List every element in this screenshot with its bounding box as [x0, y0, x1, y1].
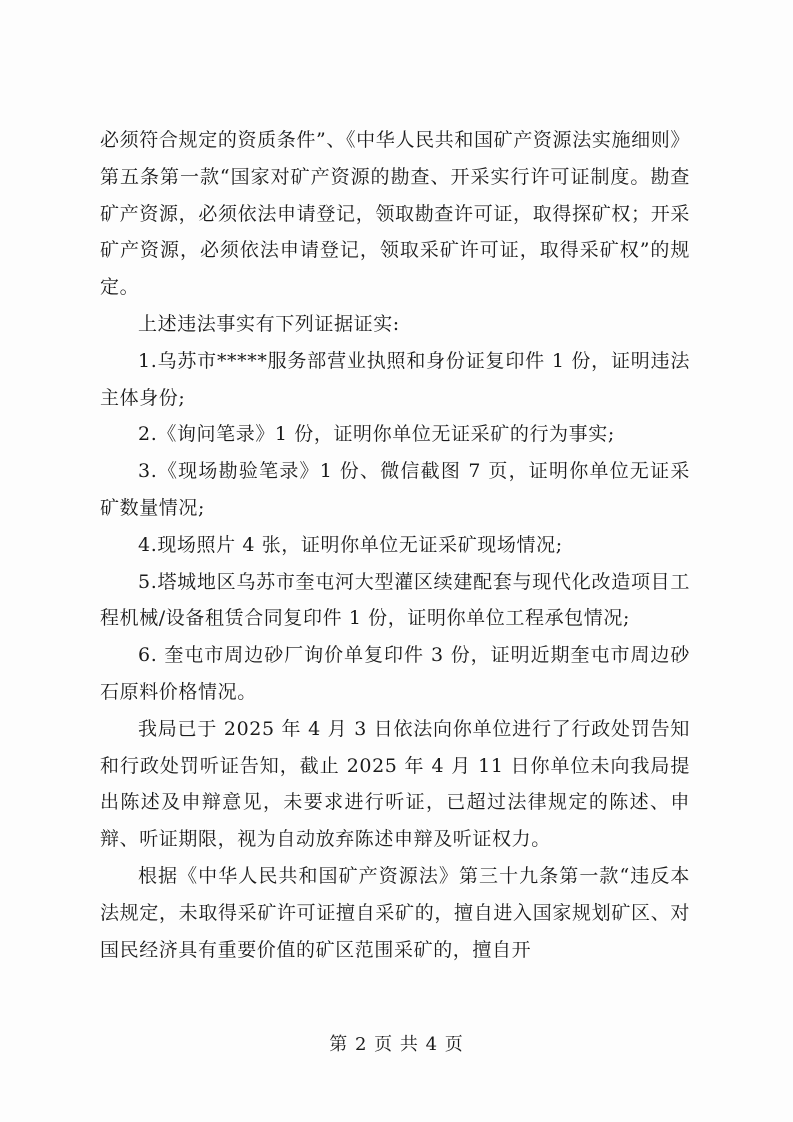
evidence-item-2: 2.《询问笔录》1 份，证明你单位无证采矿的行为事实; [138, 423, 615, 446]
evidence-item-5: 5.塔城地区乌苏市奎屯河大型灌区续建配套与现代化改造项目工程机械/设备租赁合同复印件 1 份，证明你单位工程承包情况; [100, 570, 690, 630]
paragraph-evidence-intro: 上述违法事实有下列证据证实: [138, 312, 400, 335]
evidence-item-4: 4.现场照片 4 张，证明你单位无证采矿现场情况; [138, 533, 563, 556]
evidence-item-6: 6. 奎屯市周边砂厂询价单复印件 3 份，证明近期奎屯市周边砂石原料价格情况。 [100, 644, 690, 703]
paragraph-legal-citation: 根据《中华人民共和国矿产资源法》第三十九条第一款“违反本法规定，未取得采矿许可证擅自采矿的，擅自进入国家规划矿区、对国民经济具有重要价值的矿区范围采矿的，擅自开 [100, 864, 690, 961]
page-number-footer: 第 2 页 共 4 页 [329, 1034, 464, 1055]
evidence-item-3: 3.《现场勘验笔录》1 份、微信截图 7 页，证明你单位无证采矿数量情况; [100, 460, 690, 519]
evidence-item-1: 1.乌苏市*****服务部营业执照和身份证复印件 1 份，证明违法主体身份; [100, 349, 690, 409]
body-text [100, 122, 690, 968]
paragraph-notification: 我局已于 2025 年 4 月 3 日依法向你单位进行了行政处罚告知和行政处罚听证告知，截止 2025 年 4 月 11 日你单位未向我局提出陈述及申辩意见，未要求进行听证，已超过法律规定的陈述、申辩、听证期限，视为自动放弃陈述申辩及听证权力。 [100, 717, 690, 851]
paragraph-legal-basis-continued: 必须符合规定的资质条件”、《中华人民共和国矿产资源法实施细则》第五条第一款“国家对矿产资源的勘查、开采实行许可证制度。勘查矿产资源，必须依法申请登记，领取勘查许可证，取得探矿权；开采矿产资源，必须依法申请登记，领取采矿许可证，取得采矿权”的规定。 [100, 129, 690, 299]
